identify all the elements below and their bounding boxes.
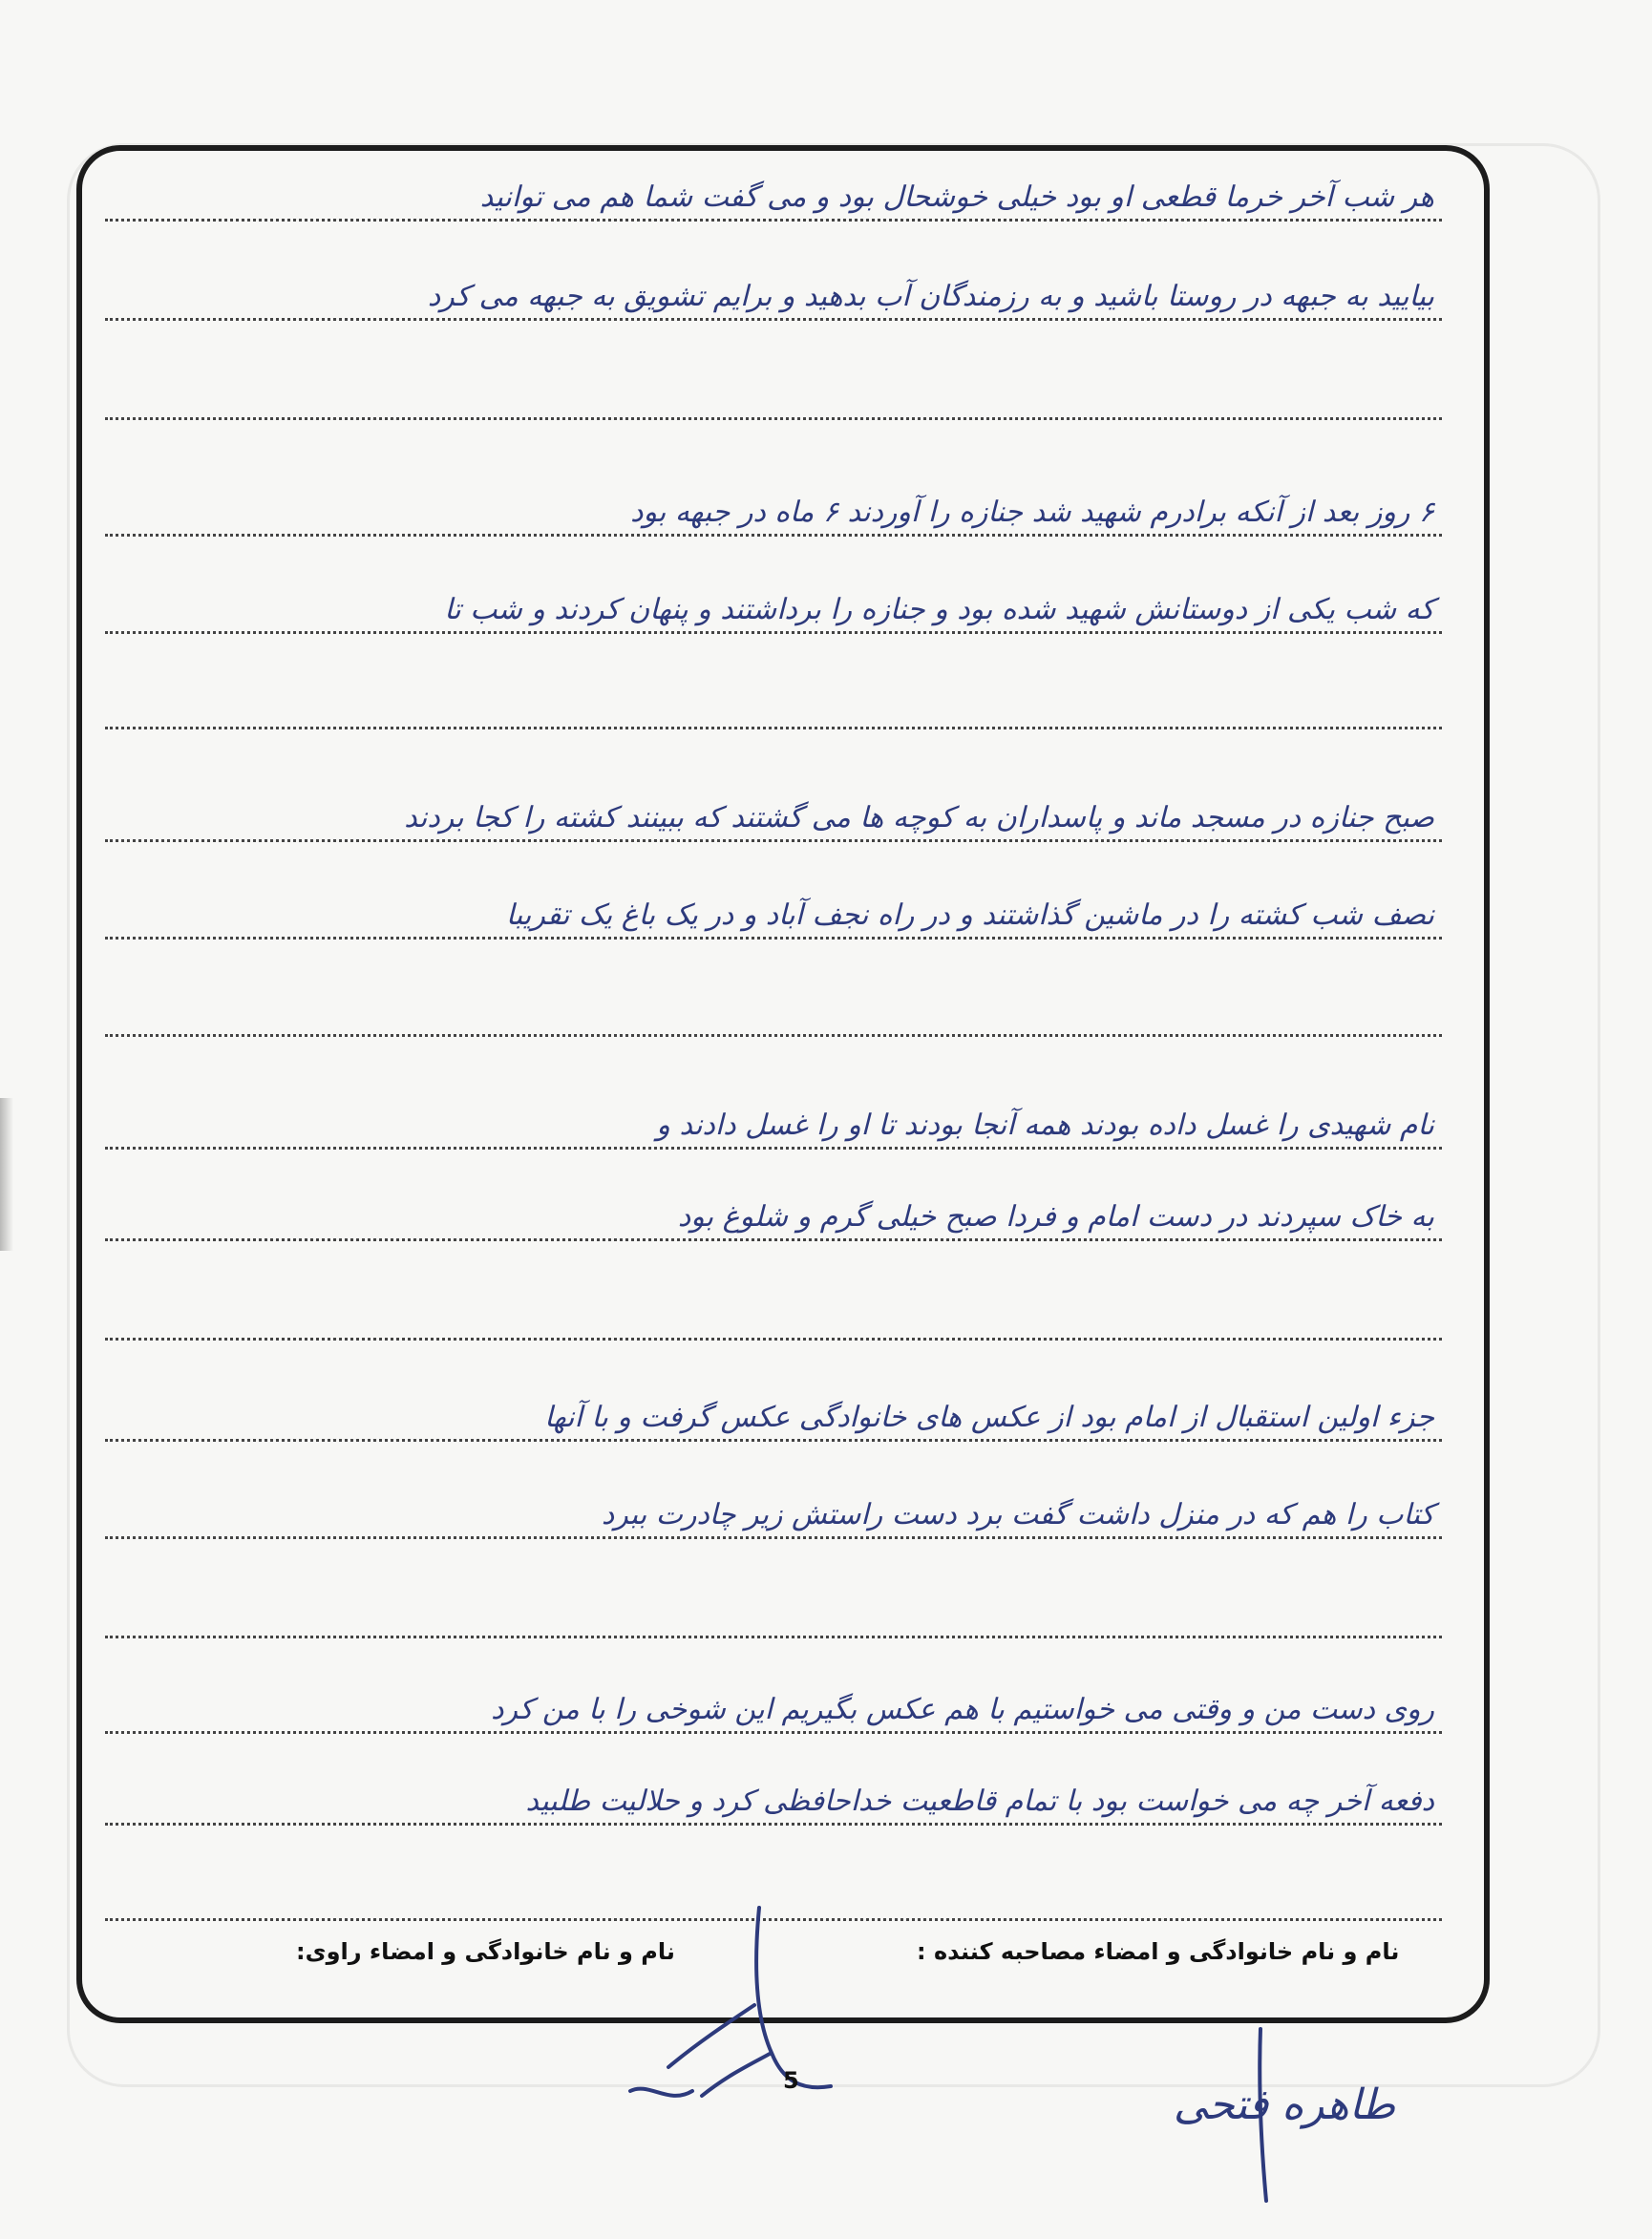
line-4 bbox=[105, 493, 1442, 537]
line-9 bbox=[105, 993, 1442, 1037]
page-frame bbox=[76, 145, 1490, 2023]
line-2 bbox=[105, 277, 1442, 321]
line-5 bbox=[105, 590, 1442, 634]
line-16 bbox=[105, 1690, 1442, 1734]
line-7 bbox=[105, 798, 1442, 842]
line-17 bbox=[105, 1782, 1442, 1826]
line-14-text: کتاب را هم که در منزل داشت گفت برد دست راستش زیر چادرت ببرد bbox=[601, 1498, 1434, 1531]
line-10 bbox=[105, 1106, 1442, 1150]
page-number: 5 bbox=[783, 2067, 799, 2094]
line-6 bbox=[105, 686, 1442, 729]
line-8-text: نصف شب کشته را در ماشین گذاشتند و در راه نجف آباد و در یک باغ یک تقریبا bbox=[505, 898, 1434, 932]
line-12 bbox=[105, 1297, 1442, 1341]
line-8 bbox=[105, 896, 1442, 940]
interviewer-signature bbox=[611, 1900, 917, 2120]
line-1-text: هر شب آخر خرما قطعی او بود خیلی خوشحال بود و می گفت شما هم می توانید bbox=[479, 180, 1434, 214]
line-1 bbox=[105, 178, 1442, 222]
line-2-text: بیایید به جبهه در روستا باشید و به رزمندگان آب بدهید و برایم تشویق به جبهه می کرد bbox=[427, 280, 1434, 313]
punch-hole-shadow bbox=[0, 1098, 13, 1251]
line-11 bbox=[105, 1197, 1442, 1241]
line-16-text: روی دست من و وقتی می خواستیم با هم عکس بگیریم این شوخی را با من کرد bbox=[491, 1693, 1434, 1726]
line-15 bbox=[105, 1595, 1442, 1638]
line-5-text: که شب یکی از دوستانش شهید شده بود و جنازه را برداشتند و پنهان کردند و شب تا bbox=[444, 593, 1434, 626]
line-13-text: جزء اولین استقبال از امام بود از عکس های خانوادگی عکس گرفت و با آنها bbox=[544, 1401, 1434, 1434]
line-7-text: صبح جنازه در مسجد ماند و پاسداران به کوچه ها می گشتند که ببینند کشته را کجا بردند bbox=[404, 801, 1434, 834]
line-14 bbox=[105, 1495, 1442, 1539]
line-4-text: ۶ روز بعد از آنکه برادرم شهید شد جنازه را آوردند ۶ ماه در جبهه بود bbox=[630, 496, 1434, 529]
narrator-signature: طاهره فتحی bbox=[1173, 2081, 1396, 2129]
line-10-text: نام شهیدی را غسل داده بودند همه آنجا بودند تا او را غسل دادند و bbox=[656, 1109, 1434, 1142]
line-17-text: دفعه آخر چه می خواست بود با تمام قاطعیت خداحافظی کرد و حلالیت طلبید bbox=[525, 1785, 1434, 1818]
narrator-signature-label: نام و نام خانوادگی و امضاء راوی: bbox=[296, 1938, 675, 1965]
interviewer-signature-label: نام و نام خانوادگی و امضاء مصاحبه کننده : bbox=[917, 1938, 1400, 1965]
line-11-text: به خاک سپردند در دست امام و فردا صبح خیلی گرم و شلوغ بود bbox=[677, 1200, 1434, 1234]
line-3 bbox=[105, 376, 1442, 420]
line-13 bbox=[105, 1398, 1442, 1442]
